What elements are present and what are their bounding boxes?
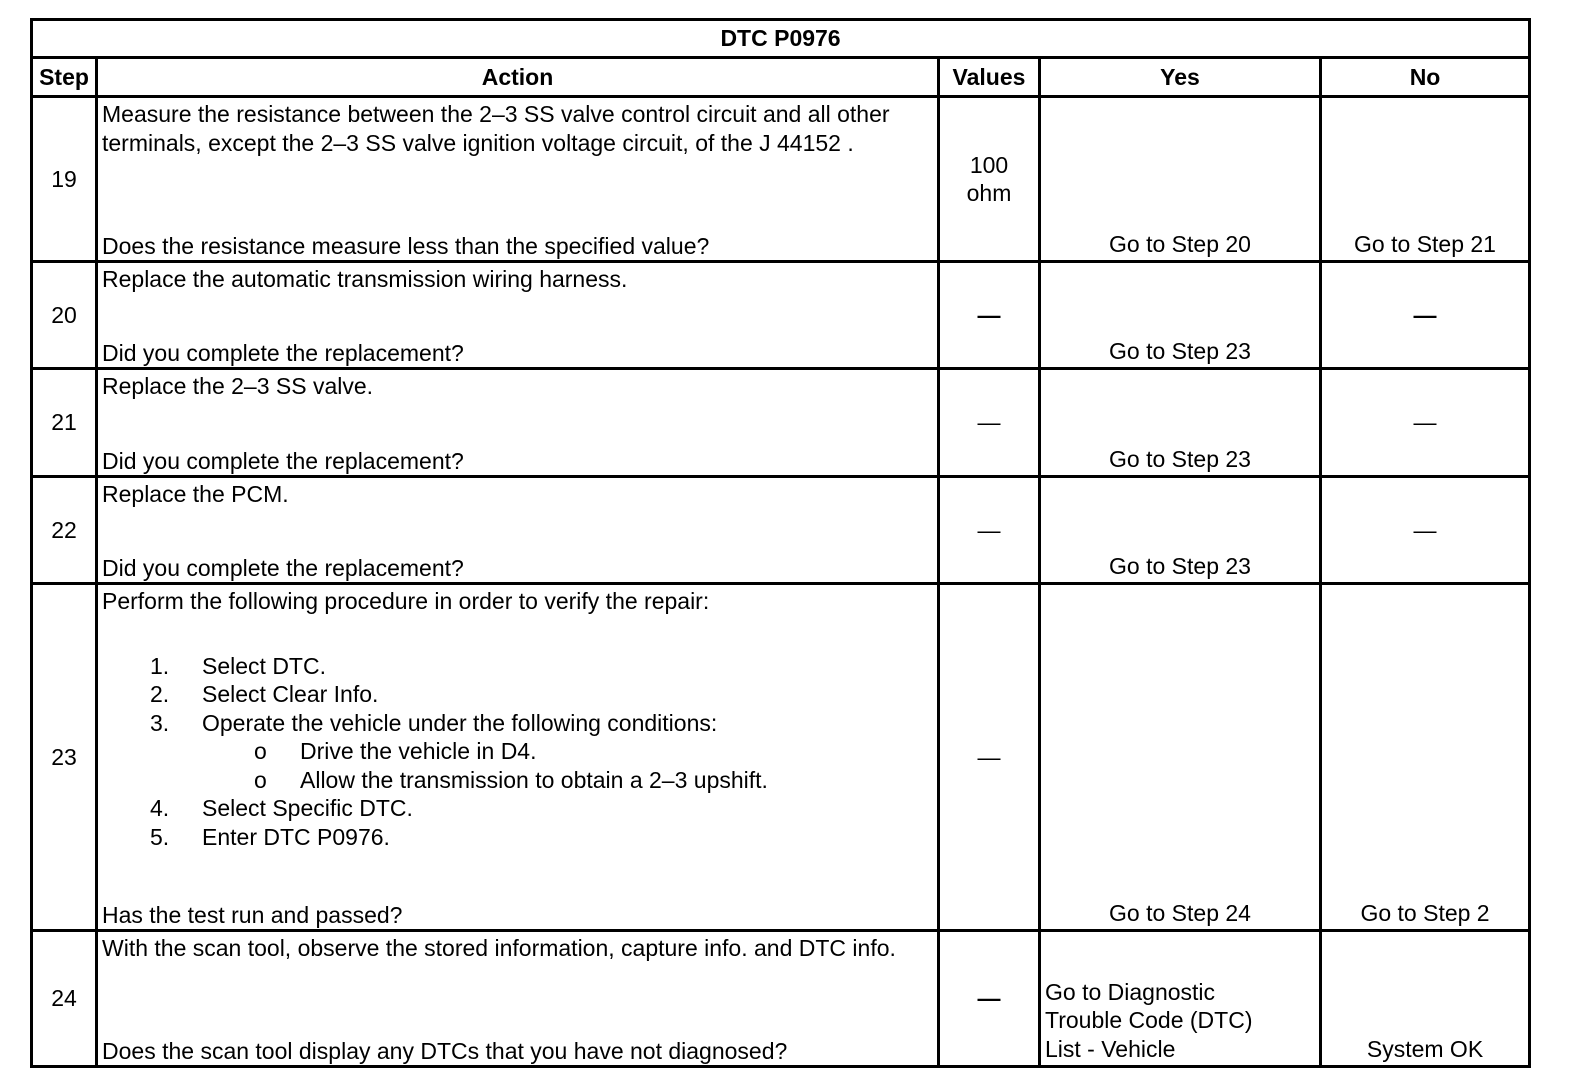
action-question: Has the test run and passed?: [102, 901, 403, 928]
action-question: Does the scan tool display any DTCs that you have not diagnosed?: [102, 1037, 788, 1064]
action-question: Did you complete the replacement?: [102, 447, 464, 474]
sub-list-item: o Drive the vehicle in D4.: [254, 738, 537, 764]
step-number: 20: [32, 262, 97, 369]
list-item: 1. Select DTC.: [150, 652, 326, 679]
action-text: Measure the resistance between the 2–3 SS valve control circuit and all other terminals, except the 2–3 SS valve ignition voltage circuit, of the J 44152 .: [102, 101, 890, 156]
value-dash: —: [977, 516, 1001, 543]
action-question: Does the resistance measure less than the specified value?: [102, 232, 710, 259]
table-row: [32, 931, 1530, 1067]
no-dash: —: [1413, 409, 1437, 436]
action-cell: [97, 97, 939, 262]
action-cell: [97, 477, 939, 584]
no-dash: —: [1413, 516, 1437, 543]
no-cell: Go to Step 21: [1321, 97, 1530, 262]
no-cell: [1321, 369, 1530, 477]
action-cell: [97, 931, 939, 1067]
action-cell: [97, 584, 939, 931]
list-item: 3. Operate the vehicle under the following conditions: o Drive the vehicle in D4. o Allow the transmission to obtain a 2–3 upshift.: [102, 709, 933, 795]
table-row: [32, 584, 1530, 931]
table-row: [32, 369, 1530, 477]
sub-list: [202, 737, 933, 794]
action-question: Did you complete the replacement?: [102, 554, 464, 581]
yes-cell: Go to Step 20: [1040, 97, 1321, 262]
action-cell: [97, 369, 939, 477]
list-item: 5. Enter DTC P0976.: [150, 823, 390, 850]
no-dash: —: [1413, 301, 1437, 328]
action-question: Did you complete the replacement?: [102, 339, 464, 366]
no-cell: [1321, 262, 1530, 369]
value-cell: [939, 262, 1040, 369]
header-action: Action: [97, 58, 939, 97]
action-text: Replace the automatic transmission wiring harness.: [102, 266, 628, 292]
step-number: 19: [32, 97, 97, 262]
step-number: 22: [32, 477, 97, 584]
no-cell: Go to Step 2: [1321, 584, 1530, 931]
action-cell: [97, 262, 939, 369]
value-dash: —: [977, 301, 1001, 328]
value-cell: [939, 931, 1040, 1067]
value-dash: —: [977, 743, 1001, 770]
yes-cell: Go to Step 24: [1040, 584, 1321, 931]
action-text: Replace the PCM.: [102, 481, 289, 507]
header-step: Step: [32, 58, 97, 97]
action-text: Replace the 2–3 SS valve.: [102, 373, 374, 399]
value-cell: [939, 97, 1040, 262]
yes-cell: Go to Step 23: [1040, 369, 1321, 477]
table-row: [32, 477, 1530, 584]
procedure-list: [102, 652, 933, 852]
sub-list-item: o Allow the transmission to obtain a 2–3 upshift.: [254, 766, 768, 793]
action-text: With the scan tool, observe the stored information, capture info. and DTC info.: [102, 935, 896, 961]
header-values: Values: [939, 58, 1040, 97]
list-item: 4. Select Specific DTC.: [150, 795, 413, 821]
step-number: 24: [32, 931, 97, 1067]
value-cell: [939, 584, 1040, 931]
table-title: DTC P0976: [32, 20, 1530, 58]
table-row: [32, 262, 1530, 369]
no-cell: [1321, 477, 1530, 584]
header-yes: Yes: [1040, 58, 1321, 97]
step-number: 23: [32, 584, 97, 931]
step-number: 21: [32, 369, 97, 477]
list-item: 2. Select Clear Info.: [150, 681, 379, 707]
value-cell: [939, 369, 1040, 477]
yes-cell: Go to Step 23: [1040, 477, 1321, 584]
yes-cell: Go to Diagnostic Trouble Code (DTC) List - Vehicle: [1040, 931, 1321, 1067]
header-no: No: [1321, 58, 1530, 97]
no-cell: System OK: [1321, 931, 1530, 1067]
value-number: 100: [969, 151, 1009, 178]
table-row: [32, 97, 1530, 262]
value-unit: ohm: [966, 180, 1012, 206]
value-cell: [939, 477, 1040, 584]
dtc-table: [30, 18, 1531, 1068]
yes-cell: Go to Step 23: [1040, 262, 1321, 369]
value-dash: —: [977, 409, 1001, 436]
action-text: Perform the following procedure in order to verify the repair:: [102, 588, 710, 614]
value-dash: —: [977, 985, 1001, 1012]
